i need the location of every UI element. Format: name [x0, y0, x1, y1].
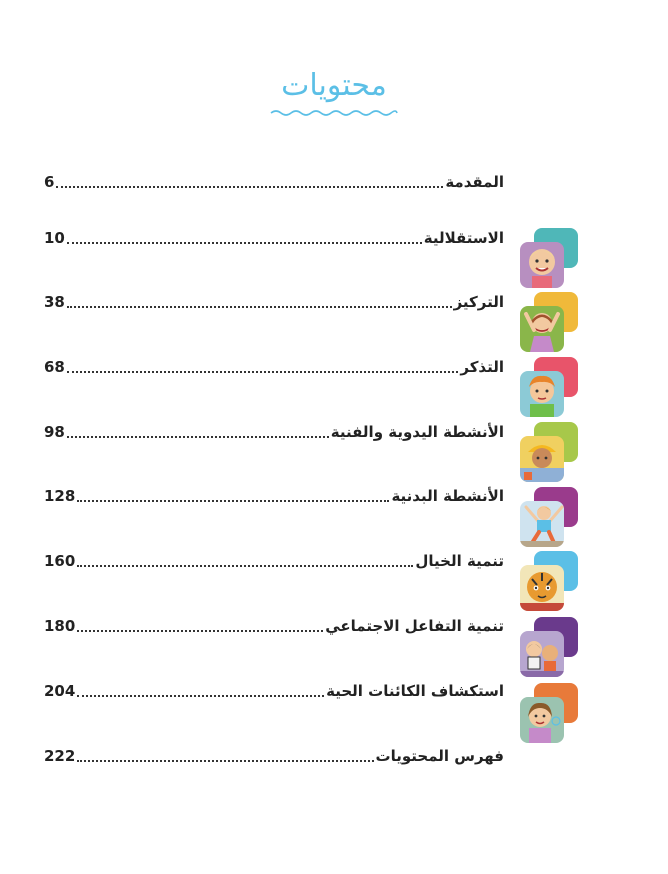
- toc-entry-page: 160: [44, 552, 76, 570]
- toc-entry[interactable]: [44, 549, 504, 573]
- toc-entry-page: 128: [44, 487, 76, 505]
- toc-entry-page: 68: [44, 358, 65, 376]
- toc-entry-label: الاستقلالية: [423, 229, 504, 247]
- toc-entry[interactable]: [44, 420, 504, 444]
- toc-entry-label: استكشاف الكائنات الحية: [326, 682, 504, 700]
- toc-entry-label: التذكر: [460, 358, 504, 376]
- toc-entry-page: 6: [44, 173, 55, 191]
- toc-entry-label: التركيز: [453, 293, 504, 311]
- girl-bubble-icon: [520, 683, 578, 743]
- boy-building-icon: [520, 422, 578, 482]
- boy-jumping-icon: [520, 487, 578, 547]
- dot-leader: [77, 500, 389, 502]
- dot-leader: [77, 565, 413, 567]
- toc-entry-page: 222: [44, 747, 76, 765]
- toc-entry[interactable]: [44, 170, 504, 194]
- toc-entry[interactable]: [44, 355, 504, 379]
- dot-leader: [67, 306, 452, 308]
- girl-cheering-icon: [520, 292, 578, 352]
- toc-entry-page: 98: [44, 423, 65, 441]
- toc-entry-page: 38: [44, 293, 65, 311]
- kids-playing-icon: [520, 617, 578, 677]
- toc-entry[interactable]: [44, 744, 504, 768]
- page-title: محتويات: [281, 68, 387, 103]
- toc-entry[interactable]: [44, 226, 504, 250]
- dot-leader: [77, 695, 324, 697]
- toc-entry-page: 180: [44, 617, 76, 635]
- dot-leader: [56, 186, 443, 188]
- toc-entry-label: تنمية التفاعل الاجتماعي: [325, 617, 504, 635]
- dot-leader: [67, 242, 422, 244]
- toc-entry-page: 204: [44, 682, 76, 700]
- boy-thinking-icon: [520, 357, 578, 417]
- toc-entry-page: 10: [44, 229, 65, 247]
- child-face-icon: [520, 228, 578, 288]
- toc-entry-label: فهرس المحتويات: [375, 747, 504, 765]
- toc-entry-label: تنمية الخيال: [415, 552, 504, 570]
- toc-entry[interactable]: [44, 679, 504, 703]
- toc-entry-label: الأنشطة اليدوية والفنية: [330, 423, 504, 441]
- toc-entry[interactable]: [44, 290, 504, 314]
- dot-leader: [77, 630, 323, 632]
- toc-entry-label: المقدمة: [445, 173, 504, 191]
- toc-entry-label: الأنشطة البدنية: [391, 487, 504, 505]
- toc-entry[interactable]: [44, 484, 504, 508]
- dot-leader: [67, 371, 459, 373]
- tiger-mask-icon: [520, 551, 578, 611]
- toc-entry[interactable]: [44, 614, 504, 638]
- dot-leader: [77, 760, 373, 762]
- dot-leader: [67, 436, 329, 438]
